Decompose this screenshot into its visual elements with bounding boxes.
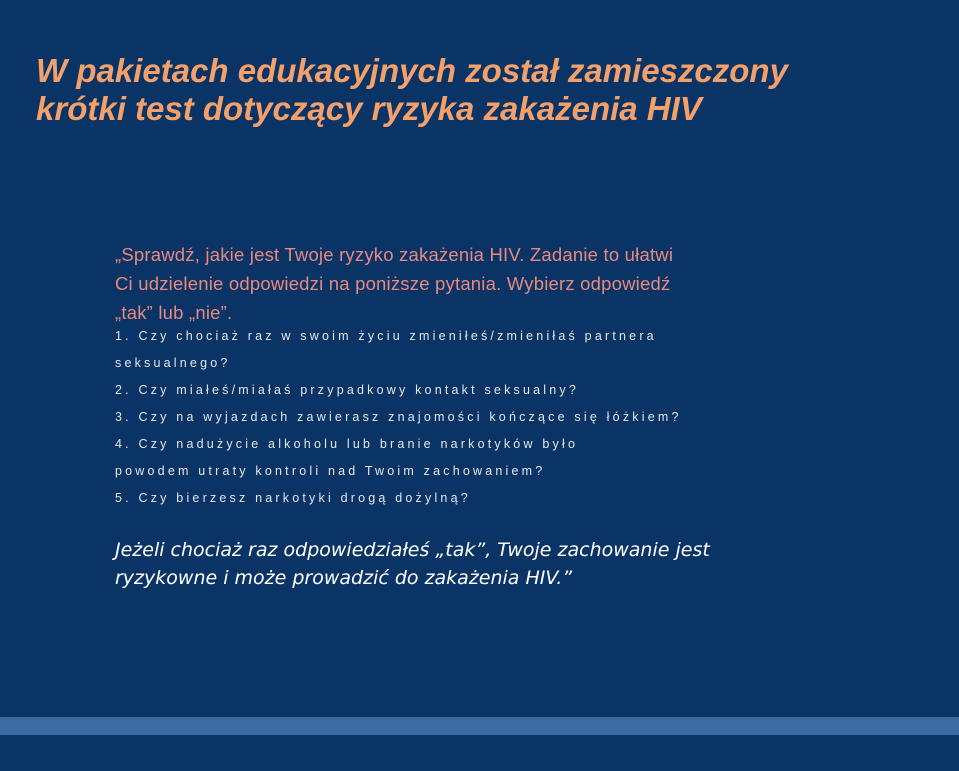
question-line: powodem utraty kontroli nad Twoim zachowaniem?: [115, 464, 546, 478]
slide-title-line-2: krótki test dotyczący ryzyka zakażenia HIV: [36, 90, 702, 127]
question-line: 4. Czy nadużycie alkoholu lub branie narkotyków było: [115, 437, 579, 451]
intro-paragraph: [115, 240, 895, 327]
question-line: 2. Czy miałeś/miałaś przypadkowy kontakt seksualny?: [115, 383, 580, 397]
conclusion-line-1: Jeżeli chociaż raz odpowiedziałeś „tak”, Twoje zachowanie jest: [115, 539, 710, 561]
question-line: seksualnego?: [115, 356, 231, 370]
conclusion-line-2: ryzykowne i może prowadzić do zakażenia HIV.”: [115, 567, 573, 589]
intro-line-1: „Sprawdź, jakie jest Twoje ryzyko zakażenia HIV. Zadanie to ułatwi: [115, 244, 674, 265]
conclusion-paragraph: [115, 536, 915, 592]
question-line: 5. Czy bierzesz narkotyki drogą dożylną?: [115, 491, 471, 505]
question-line: 1. Czy chociaż raz w swoim życiu zmieniłeś/zmieniłaś partnera: [115, 329, 657, 343]
question-list: [115, 323, 915, 512]
intro-line-2: Ci udzielenie odpowiedzi na poniższe pytania. Wybierz odpowiedź: [115, 273, 671, 294]
bottom-decorative-bar: [0, 717, 959, 735]
question-line: 3. Czy na wyjazdach zawierasz znajomości kończące się łóżkiem?: [115, 410, 682, 424]
slide-title: [36, 52, 936, 128]
intro-line-3: „tak” lub „nie”.: [115, 302, 233, 323]
slide-title-line-1: W pakietach edukacyjnych został zamieszczony: [36, 52, 788, 89]
